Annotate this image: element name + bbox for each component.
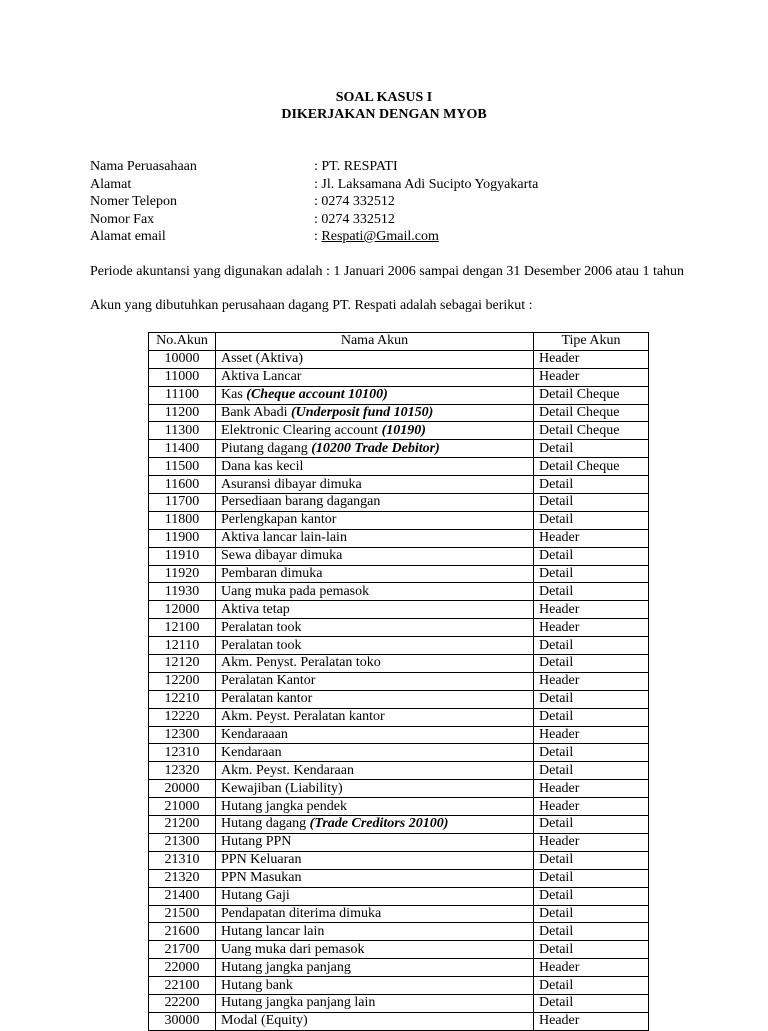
account-type-cell: Header <box>534 350 649 368</box>
account-name-cell <box>216 350 534 368</box>
account-name-note: (Underposit fund 10150) <box>291 405 434 420</box>
table-row <box>149 547 649 565</box>
account-type-cell: Detail <box>534 977 649 995</box>
email-prefix: : <box>314 229 322 244</box>
account-name: Peralatan Kantor <box>221 673 316 689</box>
account-name-cell <box>216 780 534 798</box>
account-name-cell <box>216 977 534 995</box>
account-type-cell: Detail <box>534 655 649 673</box>
account-type-cell: Header <box>534 959 649 977</box>
account-name-note: (10200 Trade Debitor) <box>311 440 440 456</box>
account-type-cell: Detail <box>534 565 649 583</box>
account-number-cell: 11400 <box>149 440 216 458</box>
accounts-intro-paragraph: Akun yang dibutuhkan perusahaan dagang PT. Respati adalah sebagai berikut : <box>90 298 533 313</box>
account-number-cell: 21500 <box>149 905 216 923</box>
header-account-name: Nama Akun <box>216 333 534 351</box>
account-number-cell: 12220 <box>149 708 216 726</box>
account-name-cell <box>216 440 534 458</box>
account-number-cell: 11100 <box>149 386 216 404</box>
account-type-cell: Header <box>534 529 649 547</box>
table-row <box>149 619 649 637</box>
table-row <box>149 529 649 547</box>
account-type-cell: Detail <box>534 637 649 655</box>
account-name-cell <box>216 458 534 476</box>
account-name: Asset (Aktiva) <box>221 351 304 367</box>
account-name-note: (Cheque account 10100) <box>246 387 388 403</box>
account-name: Akm. Peyst. Kendaraan <box>221 762 354 778</box>
account-type-cell: Detail <box>534 583 649 601</box>
account-name-cell <box>216 494 534 512</box>
account-name: Aktiva lancar lain-lain <box>221 530 347 546</box>
account-name-cell <box>216 583 534 601</box>
table-row <box>149 923 649 941</box>
account-name: Hutang lancar lain <box>221 923 325 939</box>
account-type-cell: Header <box>534 798 649 816</box>
account-name-cell <box>216 744 534 762</box>
info-label: Nama Peruasahaan <box>90 159 197 174</box>
account-name-cell <box>216 869 534 887</box>
account-type-cell: Detail <box>534 762 649 780</box>
account-type-cell: Detail Cheque <box>534 422 649 440</box>
account-name-cell <box>216 708 534 726</box>
account-name-cell <box>216 547 534 565</box>
account-name-note: (10190) <box>381 422 426 438</box>
account-name: Piutang dagang <box>221 440 312 456</box>
account-name: Modal (Equity) <box>221 1013 308 1029</box>
account-type-cell: Detail <box>534 511 649 529</box>
account-name-cell <box>216 422 534 440</box>
account-number-cell: 21320 <box>149 869 216 887</box>
account-name: Akm. Peyst. Peralatan kantor <box>221 709 385 725</box>
table-row <box>149 762 649 780</box>
account-name: Asuransi dibayar dimuka <box>221 476 362 492</box>
table-row <box>149 440 649 458</box>
account-type-cell: Detail <box>534 744 649 762</box>
account-number-cell: 21400 <box>149 887 216 905</box>
account-type-cell: Detail <box>534 440 649 458</box>
info-label: Nomer Telepon <box>90 194 178 209</box>
table-row <box>149 565 649 583</box>
table-row <box>149 994 649 1012</box>
table-row <box>149 583 649 601</box>
account-name: Bank Abadi <box>221 405 291 420</box>
account-type-cell: Header <box>534 1012 649 1030</box>
table-row <box>149 977 649 995</box>
info-label: Alamat email <box>90 229 166 244</box>
account-name: Dana kas kecil <box>221 458 304 474</box>
account-number-cell: 21600 <box>149 923 216 941</box>
table-row <box>149 350 649 368</box>
table-row <box>149 887 649 905</box>
account-number-cell: 10000 <box>149 350 216 368</box>
account-type-cell: Detail <box>534 476 649 494</box>
table-row <box>149 744 649 762</box>
account-name-cell <box>216 529 534 547</box>
table-row <box>149 833 649 851</box>
account-name: Pembaran dimuka <box>221 566 323 582</box>
account-name: Hutang Gaji <box>221 888 290 904</box>
account-name: Kendaraan <box>221 744 282 760</box>
account-type-cell: Detail <box>534 816 649 834</box>
account-name: Persediaan barang dagangan <box>221 494 381 510</box>
account-type-cell: Detail <box>534 941 649 959</box>
account-number-cell: 11500 <box>149 458 216 476</box>
account-name: Hutang jangka panjang lain <box>221 995 376 1011</box>
table-row <box>149 851 649 869</box>
header-account-number: No.Akun <box>149 333 216 351</box>
account-number-cell: 30000 <box>149 1012 216 1030</box>
info-value: : 0274 332512 <box>314 211 395 227</box>
account-type-cell: Header <box>534 619 649 637</box>
table-row <box>149 511 649 529</box>
accounts-table <box>148 332 649 1031</box>
account-type-cell: Detail <box>534 923 649 941</box>
account-name-cell <box>216 619 534 637</box>
table-row <box>149 869 649 887</box>
account-name-cell <box>216 726 534 744</box>
account-type-cell: Header <box>534 601 649 619</box>
table-row <box>149 476 649 494</box>
account-number-cell: 12120 <box>149 655 216 673</box>
document-subtitle: DIKERJAKAN DENGAN MYOB <box>281 107 487 122</box>
account-name: Aktiva Lancar <box>221 369 302 385</box>
table-row <box>149 601 649 619</box>
account-name-cell <box>216 851 534 869</box>
account-name: Perlengkapan kantor <box>221 512 337 528</box>
account-name: Akm. Penyst. Peralatan toko <box>221 655 381 671</box>
account-name: Hutang bank <box>221 977 293 993</box>
account-number-cell: 11200 <box>149 404 216 422</box>
table-row <box>149 798 649 816</box>
document-title: SOAL KASUS I <box>335 90 433 105</box>
account-number-cell: 11800 <box>149 511 216 529</box>
account-type-cell: Detail <box>534 994 649 1012</box>
info-value: : 0274 332512 <box>314 194 395 209</box>
account-name-cell <box>216 833 534 851</box>
table-row <box>149 672 649 690</box>
account-type-cell: Detail <box>534 494 649 512</box>
account-name: Kendaraaan <box>221 727 288 743</box>
account-number-cell: 11000 <box>149 368 216 386</box>
account-number-cell: 12310 <box>149 744 216 762</box>
account-name: Kewajiban (Liability) <box>221 780 343 796</box>
account-name-cell <box>216 762 534 780</box>
account-number-cell: 22000 <box>149 959 216 977</box>
account-name: Peralatan took <box>221 637 302 653</box>
table-row <box>149 368 649 386</box>
account-number-cell: 22200 <box>149 994 216 1012</box>
table-row <box>149 422 649 440</box>
account-type-cell: Detail Cheque <box>534 386 649 404</box>
account-number-cell: 22100 <box>149 977 216 995</box>
account-name-note: (Trade Creditors 20100) <box>309 816 449 832</box>
account-name: Elektronic Clearing account <box>221 422 382 438</box>
account-name-cell <box>216 655 534 673</box>
period-paragraph: Periode akuntansi yang digunakan adalah : 1 Januari 2006 sampai dengan 31 Desember 2006 atau 1 tahun <box>90 264 685 279</box>
account-name: Hutang dagang <box>221 816 310 832</box>
header-account-type: Tipe Akun <box>534 333 649 351</box>
account-name: Uang muka pada pemasok <box>221 583 370 599</box>
account-number-cell: 11930 <box>149 583 216 601</box>
account-name-cell <box>216 959 534 977</box>
account-type-cell: Detail <box>534 547 649 565</box>
email-link[interactable]: Respati@Gmail.com <box>321 229 439 244</box>
account-type-cell: Detail Cheque <box>534 404 649 422</box>
table-row <box>149 1012 649 1030</box>
account-type-cell: Detail <box>534 869 649 887</box>
account-number-cell: 11300 <box>149 422 216 440</box>
account-name: Aktiva tetap <box>221 601 290 617</box>
account-name: Pendapatan diterima dimuka <box>221 905 382 921</box>
account-name: Sewa dibayar dimuka <box>221 548 343 564</box>
account-number-cell: 11600 <box>149 476 216 494</box>
account-type-cell: Detail <box>534 905 649 923</box>
account-name-cell <box>216 887 534 905</box>
account-type-cell: Detail <box>534 851 649 869</box>
account-number-cell: 12210 <box>149 690 216 708</box>
account-number-cell: 12200 <box>149 672 216 690</box>
account-name-cell <box>216 368 534 386</box>
account-name-cell <box>216 476 534 494</box>
table-row <box>149 690 649 708</box>
account-name-cell <box>216 386 534 404</box>
account-name: Kas <box>221 387 247 403</box>
account-number-cell: 12000 <box>149 601 216 619</box>
account-type-cell: Detail <box>534 708 649 726</box>
account-name-cell <box>216 923 534 941</box>
table-row <box>149 959 649 977</box>
account-name: PPN Masukan <box>221 870 302 886</box>
account-number-cell: 21300 <box>149 833 216 851</box>
table-row <box>149 816 649 834</box>
account-name: Hutang PPN <box>221 834 292 850</box>
account-name-cell <box>216 690 534 708</box>
account-name: Peralatan took <box>221 619 302 635</box>
account-name-cell <box>216 511 534 529</box>
account-number-cell: 21000 <box>149 798 216 816</box>
account-number-cell: 12110 <box>149 637 216 655</box>
table-header-row <box>149 333 649 351</box>
table-row <box>149 655 649 673</box>
account-number-cell: 12300 <box>149 726 216 744</box>
account-name: PPN Keluaran <box>221 852 302 868</box>
account-type-cell: Header <box>534 672 649 690</box>
account-number-cell: 11910 <box>149 547 216 565</box>
account-number-cell: 12320 <box>149 762 216 780</box>
account-number-cell: 21700 <box>149 941 216 959</box>
table-row <box>149 905 649 923</box>
account-type-cell: Header <box>534 726 649 744</box>
info-label: Alamat <box>90 176 132 192</box>
account-name-cell <box>216 404 534 422</box>
account-number-cell: 11700 <box>149 494 216 512</box>
account-name-cell <box>216 994 534 1012</box>
account-name-cell <box>216 905 534 923</box>
account-number-cell: 12100 <box>149 619 216 637</box>
account-type-cell: Detail <box>534 887 649 905</box>
table-row <box>149 404 649 422</box>
account-name-cell <box>216 565 534 583</box>
info-value: : PT. RESPATI <box>314 159 398 174</box>
table-row <box>149 726 649 744</box>
account-type-cell: Header <box>534 833 649 851</box>
account-type-cell: Detail Cheque <box>534 458 649 476</box>
account-number-cell: 11900 <box>149 529 216 547</box>
account-type-cell: Header <box>534 368 649 386</box>
account-name: Peralatan kantor <box>221 691 313 707</box>
account-number-cell: 21200 <box>149 816 216 834</box>
account-number-cell: 21310 <box>149 851 216 869</box>
account-number-cell: 11920 <box>149 565 216 583</box>
account-name-cell <box>216 601 534 619</box>
account-name-cell <box>216 637 534 655</box>
table-row <box>149 941 649 959</box>
account-name: Uang muka dari pemasok <box>221 941 365 957</box>
account-type-cell: Detail <box>534 690 649 708</box>
table-row <box>149 494 649 512</box>
info-value <box>314 228 439 246</box>
account-name: Hutang jangka panjang <box>221 959 351 975</box>
account-number-cell: 20000 <box>149 780 216 798</box>
table-row <box>149 386 649 404</box>
table-row <box>149 780 649 798</box>
info-value: : Jl. Laksamana Adi Sucipto Yogyakarta <box>314 176 539 192</box>
table-row <box>149 458 649 476</box>
account-name-cell <box>216 672 534 690</box>
account-type-cell: Header <box>534 780 649 798</box>
account-name: Hutang jangka pendek <box>221 798 347 814</box>
table-row <box>149 637 649 655</box>
table-row <box>149 708 649 726</box>
account-name-cell <box>216 816 534 834</box>
account-name-cell <box>216 1012 534 1030</box>
info-label: Nomor Fax <box>90 211 155 227</box>
account-name-cell <box>216 798 534 816</box>
account-name-cell <box>216 941 534 959</box>
